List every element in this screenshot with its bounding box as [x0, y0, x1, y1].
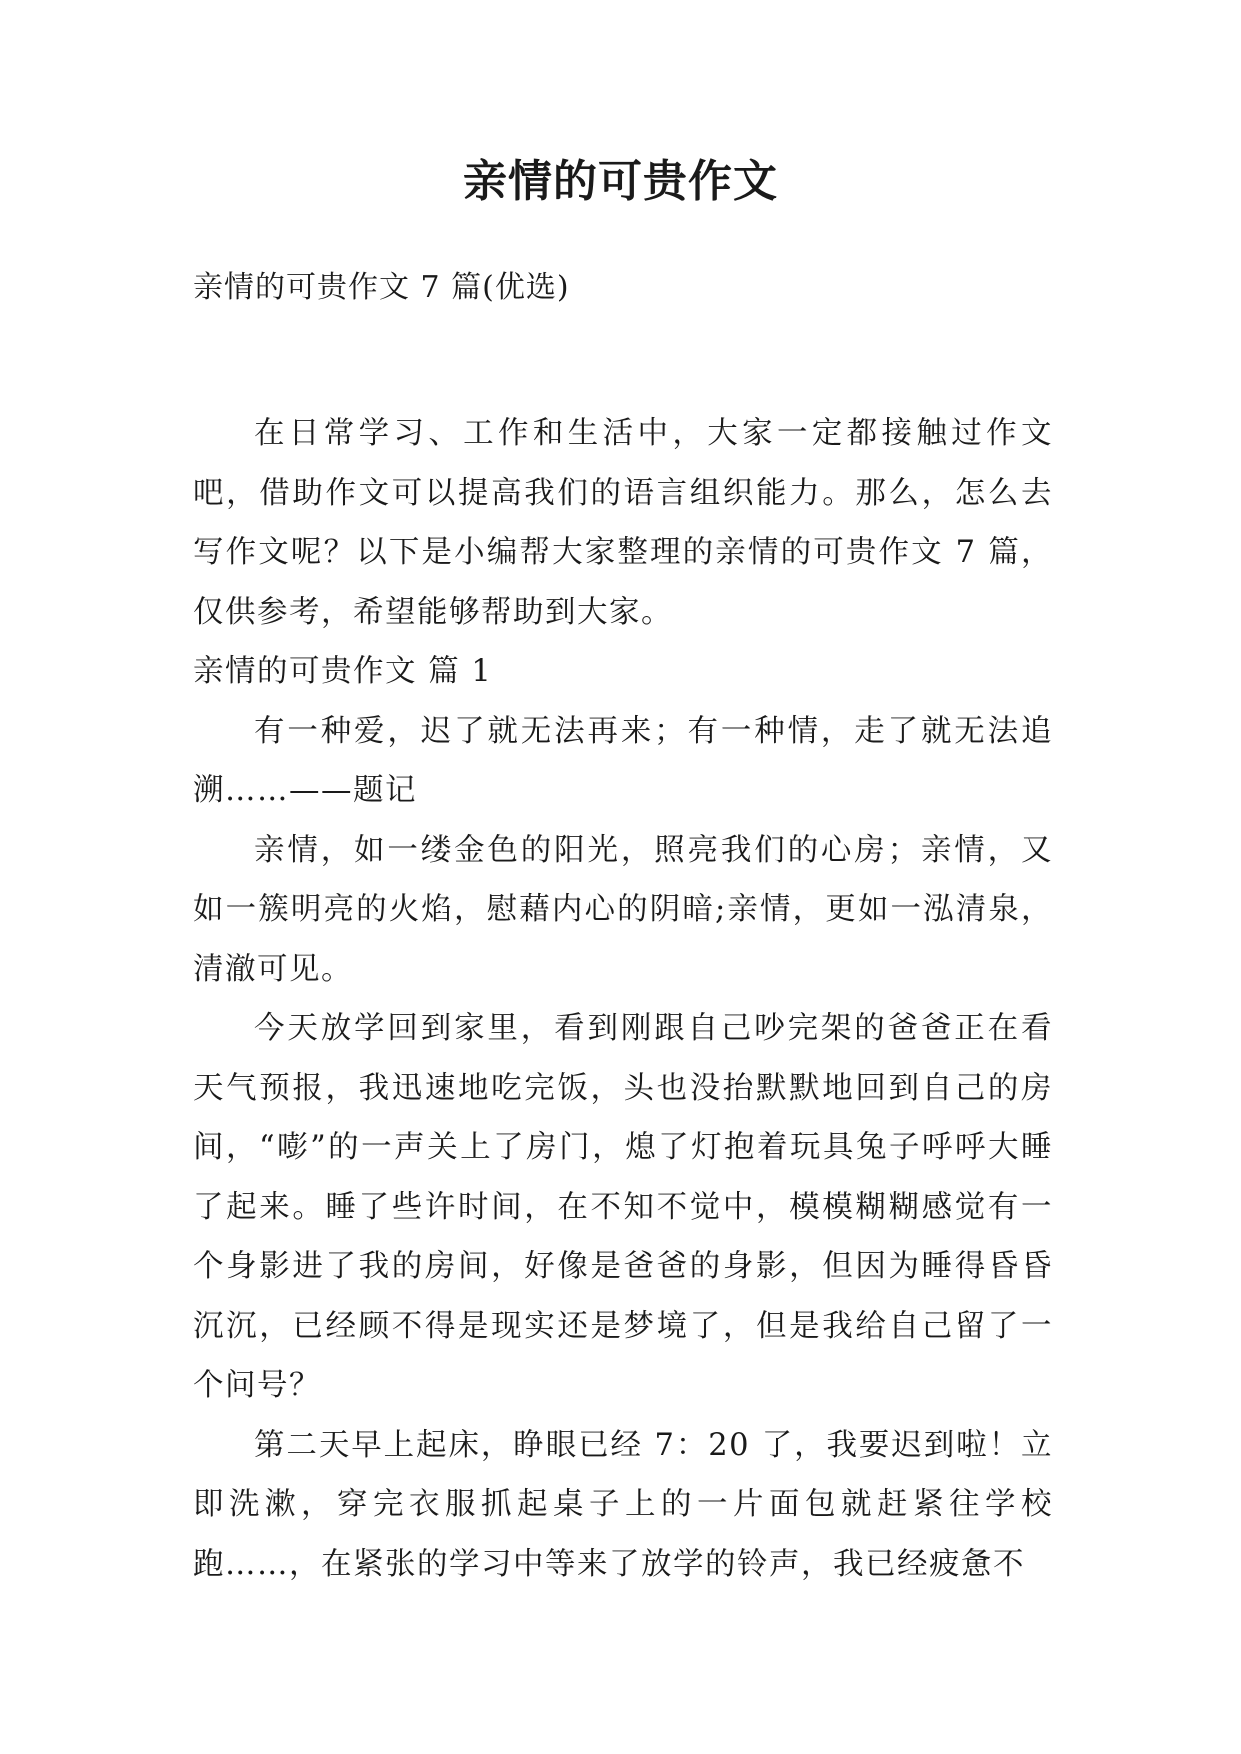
document-subtitle: 亲情的可贵作文 7 篇(优选) [193, 270, 570, 305]
intro-paragraph: 在日常学习、工作和生活中，大家一定都接触过作文吧，借助作文可以提高我们的语言组织能力。那么，怎么去写作文呢？以下是小编帮大家整理的亲情的可贵作文 7 篇，仅供参考，希望能够帮助到大家。 [193, 416, 1053, 630]
body-paragraph: 今天放学回到家里，看到刚跟自己吵完架的爸爸正在看天气预报，我迅速地吃完饭，头也没抬默默地回到自己的房间，“嘭”的一声关上了房门，熄了灯抱着玩具兔子呼呼大睡了起来。睡了些许时间，在不知不觉中，模模糊糊感觉有一个身影进了我的房间，好像是爸爸的身影，但因为睡得昏昏沉沉，已经顾不得是现实还是梦境了，但是我给自己留了一个问号？ [193, 1011, 1053, 1403]
document-body [193, 404, 1053, 1594]
section-heading: 亲情的可贵作文 篇 1 [193, 654, 493, 689]
document-title: 亲情的可贵作文 [463, 156, 778, 207]
body-paragraph: 亲情，如一缕金色的阳光，照亮我们的心房；亲情，又如一簇明亮的火焰，慰藉内心的阴暗;亲情，更如一泓清泉，清澈可见。 [193, 832, 1053, 987]
body-paragraph: 第二天早上起床，睁眼已经 7：20 了，我要迟到啦！立即洗漱，穿完衣服抓起桌子上的一片面包就赶紧往学校跑……，在紧张的学习中等来了放学的铃声，我已经疲惫不 [193, 1427, 1053, 1582]
body-paragraph: 有一种爱，迟了就无法再来；有一种情，走了就无法追溯……——题记 [193, 713, 1053, 808]
